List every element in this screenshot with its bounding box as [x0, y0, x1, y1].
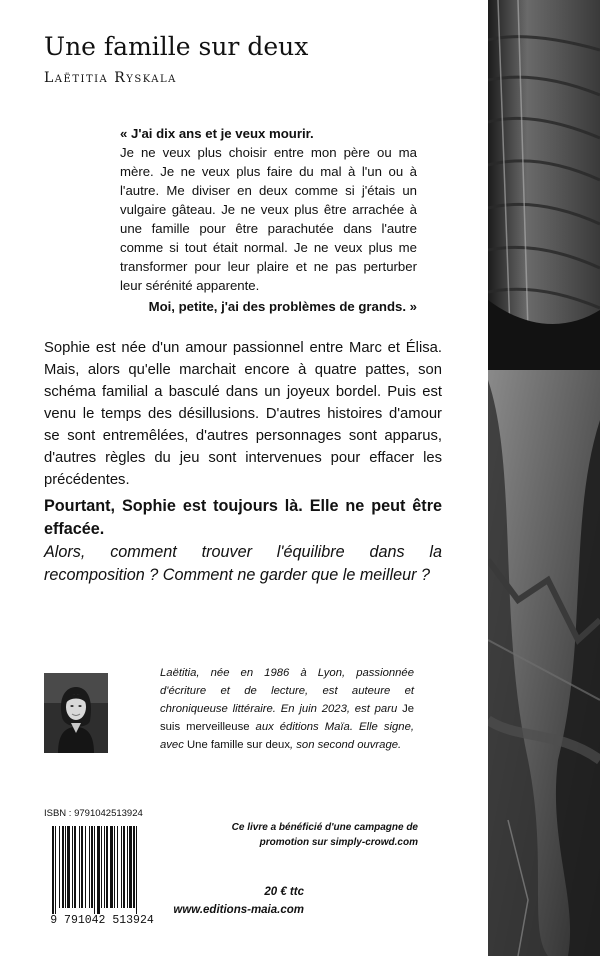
barcode-bars — [52, 826, 137, 914]
emphasis-paragraph — [44, 495, 442, 587]
author-bio — [160, 664, 414, 754]
bio-part-2: aux éditions Maïa. Elle signe, avec — [160, 721, 414, 751]
bio-part-1: Laëtitia, née en 1986 à Lyon, passionnée d'écriture et de lecture, est auteure et chroniqueuse littéraire. En juin 2023, est paru — [160, 667, 414, 715]
barcode-digits: 9 791042 513924 — [50, 914, 154, 926]
book-title: Une famille sur deux — [44, 32, 309, 61]
emphasis-bold-text: Pourtant, Sophie est toujours là. Elle ne peut être effacée. — [44, 497, 442, 538]
cover-photo-strip — [488, 0, 600, 956]
author-portrait — [44, 673, 108, 753]
quote-body: Je ne veux plus choisir entre mon père ou ma mère. Je ne veux plus faire du mal à l'un ou à l'autre. Me diviser en deux comme si j'étais un vulgaire gâteau. Je ne veux plus être arrachée à une famille pour être parachutée dans l'autre comme si tout était normal. Je ne veux plus me transformer pour leur plaire et ne pas perturber leur sérénité apparente. — [120, 145, 417, 293]
barcode-image — [44, 826, 160, 926]
synopsis-paragraph: Sophie est née d'un amour passionnel entre Marc et Élisa. Mais, alors qu'elle marchait encore à quatre pattes, son schéma familial a basculé dans un joyeux bordel. Puis est venu le temps des désillusions. D'autres histoires d'amour se sont entremêlées, d'autres personnages sont apparus, d'autres règles du jeu sont intervenues pour effacer les précédentes. — [44, 340, 442, 488]
bio-part-3: , son second ouvrage. — [290, 739, 402, 751]
bio-first-book: Je suis merveilleuse — [160, 703, 414, 733]
cover-photo-image — [488, 0, 600, 956]
quote-opening: « J'ai dix ans et je veux mourir. — [120, 126, 314, 141]
price-label: 20 € ttc — [264, 886, 304, 898]
campaign-note: Ce livre a bénéficié d'une campagne de promotion sur simply-crowd.com — [231, 822, 418, 848]
bio-second-book: Une famille sur deux — [187, 739, 290, 751]
quote-closing: Moi, petite, j'ai des problèmes de grands. » — [148, 299, 417, 314]
emphasis-italic-text: Alors, comment trouver l'équilibre dans la recomposition ? Comment ne garder que le meilleur ? — [44, 543, 442, 584]
isbn-label: ISBN : 9791042513924 — [44, 808, 143, 819]
excerpt-quote — [120, 124, 417, 316]
publisher-website: www.editions-maia.com — [173, 904, 304, 916]
barcode-block — [44, 800, 160, 930]
author-portrait-image — [44, 673, 108, 753]
author-name: Laëtitia Ryskala — [44, 70, 177, 86]
